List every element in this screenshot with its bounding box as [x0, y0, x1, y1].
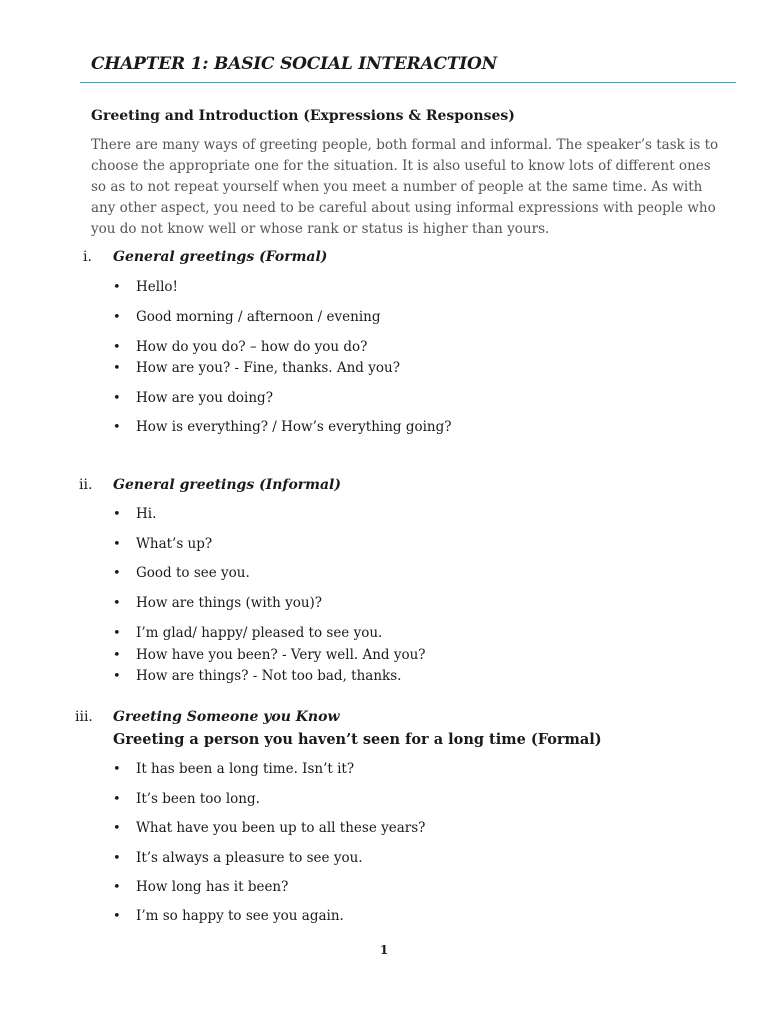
list-item-text: What’s up?	[136, 536, 213, 552]
chapter-title: CHAPTER 1: BASIC SOCIAL INTERACTION	[91, 54, 498, 74]
bullet-icon: •	[113, 596, 121, 611]
list-item	[113, 906, 344, 926]
list-item-text: Hi.	[136, 506, 157, 522]
list-item-text: How have you been? - Very well. And you?	[136, 647, 426, 663]
header-rule	[80, 82, 736, 83]
list-item	[113, 358, 400, 378]
list-item	[113, 504, 156, 524]
bullet-icon: •	[113, 391, 121, 406]
intro-line: any other aspect, you need to be careful about using informal expressions with people who	[91, 200, 716, 216]
section-numeral-i: i.	[83, 249, 92, 265]
bullet-icon: •	[113, 626, 121, 641]
bullet-icon: •	[113, 566, 121, 581]
list-item	[113, 623, 382, 643]
list-item	[113, 307, 380, 327]
section-subheading-long-time: Greeting a person you haven’t seen for a long time (Formal)	[113, 731, 602, 748]
bullet-icon: •	[113, 648, 121, 663]
bullet-icon: •	[113, 792, 121, 807]
section-heading-formal: General greetings (Formal)	[113, 249, 328, 265]
list-item-text: Good morning / afternoon / evening	[136, 309, 381, 325]
list-item	[113, 337, 367, 357]
section-heading: Greeting and Introduction (Expressions & Responses)	[91, 108, 515, 124]
list-item	[113, 848, 363, 868]
list-item	[113, 277, 178, 297]
bullet-icon: •	[113, 507, 121, 522]
list-item-text: How are you doing?	[136, 390, 273, 406]
list-item-text: I’m glad/ happy/ pleased to see you.	[136, 625, 383, 641]
list-item-text: I’m so happy to see you again.	[136, 908, 344, 924]
list-item-text: How long has it been?	[136, 879, 289, 895]
list-item-text: It has been a long time. Isn’t it?	[136, 761, 355, 777]
bullet-icon: •	[113, 909, 121, 924]
section-heading-informal: General greetings (Informal)	[113, 477, 341, 493]
list-item-text: How are things (with you)?	[136, 595, 323, 611]
list-item	[113, 789, 260, 809]
list-item-text: How are you? - Fine, thanks. And you?	[136, 360, 400, 376]
list-item-text: It’s been too long.	[136, 791, 260, 807]
section-heading-someone-you-know: Greeting Someone you Know	[113, 709, 340, 725]
list-item	[113, 877, 288, 897]
section-numeral-ii: ii.	[79, 477, 93, 493]
bullet-icon: •	[113, 280, 121, 295]
list-item	[113, 759, 354, 779]
bullet-icon: •	[113, 880, 121, 895]
list-item-text: What have you been up to all these years?	[136, 820, 426, 836]
list-item-text: How is everything? / How’s everything going?	[136, 419, 452, 435]
bullet-icon: •	[113, 310, 121, 325]
list-item	[113, 388, 273, 408]
list-item	[113, 534, 212, 554]
intro-line: you do not know well or whose rank or status is higher than yours.	[91, 221, 550, 237]
list-item-text: How do you do? – how do you do?	[136, 339, 368, 355]
intro-line: There are many ways of greeting people, both formal and informal. The speaker’s task is to	[91, 137, 719, 153]
list-item	[113, 563, 250, 583]
list-item-text: How are things? - Not too bad, thanks.	[136, 668, 402, 684]
bullet-icon: •	[113, 762, 121, 777]
page-number: 1	[379, 943, 389, 957]
bullet-icon: •	[113, 537, 121, 552]
bullet-icon: •	[113, 361, 121, 376]
intro-paragraph	[91, 135, 719, 240]
list-item	[113, 593, 322, 613]
list-item	[113, 818, 425, 838]
list-item	[113, 645, 426, 665]
bullet-icon: •	[113, 340, 121, 355]
list-item-text: It’s always a pleasure to see you.	[136, 850, 363, 866]
bullet-icon: •	[113, 821, 121, 836]
intro-line: choose the appropriate one for the situation. It is also useful to know lots of different ones	[91, 158, 711, 174]
intro-line: so as to not repeat yourself when you meet a number of people at the same time. As with	[91, 179, 703, 195]
list-item	[113, 417, 452, 437]
bullet-icon: •	[113, 669, 121, 684]
list-item-text: Hello!	[136, 279, 178, 295]
bullet-icon: •	[113, 851, 121, 866]
list-item-text: Good to see you.	[136, 565, 250, 581]
list-item	[113, 666, 401, 686]
section-numeral-iii: iii.	[75, 709, 93, 725]
bullet-icon: •	[113, 420, 121, 435]
